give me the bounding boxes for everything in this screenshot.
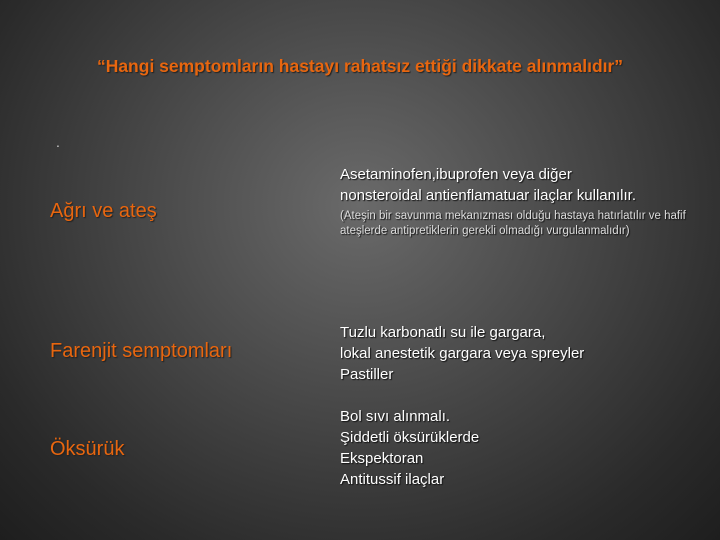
- description-line: Ekspektoran: [340, 450, 424, 467]
- slide-title: “Hangi semptomların hastayı rahatsız ettiği dikkate alınmalıdır”: [96, 56, 624, 76]
- row-label-pain-fever: Ağrı ve ateş: [50, 200, 157, 222]
- row-description-cough: [340, 406, 710, 490]
- description-line: Asetaminofen,ibuprofen veya diğer: [340, 166, 572, 183]
- description-line: Bol sıvı alınmalı.: [340, 408, 451, 425]
- row-label-cough: Öksürük: [50, 438, 125, 460]
- description-line: lokal anestetik gargara veya spreyler: [340, 345, 585, 362]
- description-line: Pastiller: [340, 366, 394, 383]
- description-line: Şiddetli öksürüklerde: [340, 429, 480, 446]
- row-description-pain-fever: [340, 164, 710, 239]
- description-line: nonsteroidal antienflamatuar ilaçlar kullanılır.: [340, 187, 636, 204]
- row-label-pharyngitis: Farenjit semptomları: [50, 340, 233, 362]
- description-note: (Ateşin bir savunma mekanızması olduğu hastaya hatırlatılır ve hafif ateşlerde antipretiklerin gerekli olmadığı vurgulanmalıdır): [340, 210, 686, 237]
- description-line: Tuzlu karbonatlı su ile gargara,: [340, 324, 546, 341]
- row-description-pharyngitis: [340, 322, 710, 385]
- description-line: Antitussif ilaçlar: [340, 471, 445, 488]
- bullet-dot: .: [56, 134, 60, 150]
